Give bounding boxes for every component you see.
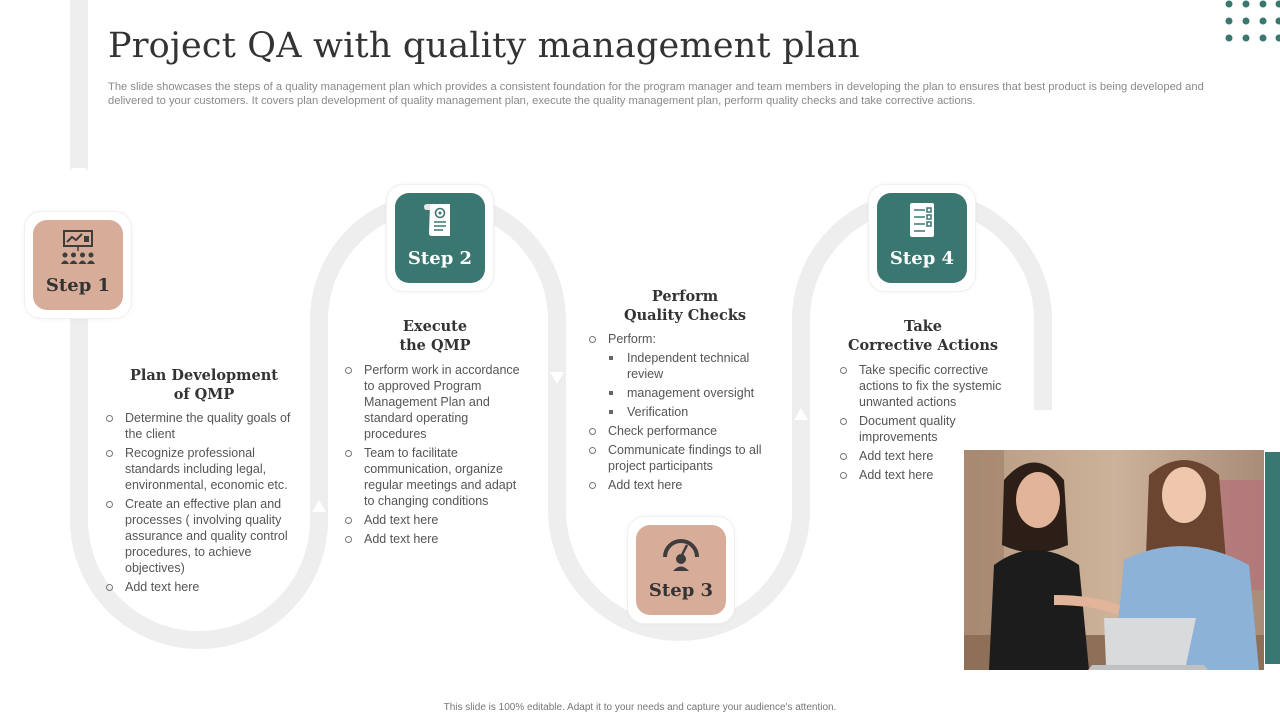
perform-label: Perform: <box>608 332 656 346</box>
list-item: Add text here <box>106 579 302 595</box>
step-3-list <box>589 331 779 496</box>
presentation-audience-icon <box>59 228 97 266</box>
list-item: Add text here <box>345 531 529 547</box>
list-item: Perform work in accordance to approved Program Management Plan and standard operating procedures <box>345 362 529 442</box>
step-2-tile <box>395 193 485 283</box>
step-4-heading-line1: Take <box>903 318 943 335</box>
step-4-tile <box>877 193 967 283</box>
performance-gauge-icon <box>662 533 700 571</box>
step-2-heading-line1: Execute <box>402 318 468 335</box>
perform-sub-list <box>608 350 779 420</box>
list-item: Communicate findings to all project participants <box>589 442 779 474</box>
sub-list-item: management oversight <box>608 385 779 401</box>
step-2-card <box>387 185 493 291</box>
step-4-label: Step 4 <box>889 248 955 269</box>
step-4-heading <box>842 317 1004 355</box>
step-3-heading-line1: Perform <box>651 288 719 305</box>
step-2-label: Step 2 <box>407 248 473 269</box>
accent-bar <box>1265 452 1280 664</box>
step-3-tile <box>636 525 726 615</box>
step-4-heading-line2: Corrective Actions <box>847 337 999 354</box>
sub-list-item: Verification <box>608 404 779 420</box>
step-1-heading-line2: of QMP <box>173 386 235 403</box>
step-1-heading-line1: Plan Development <box>130 367 278 384</box>
footer-note: This slide is 100% editable. Adapt it to your needs and capture your audience's attention. <box>443 702 837 713</box>
list-item: Add text here <box>840 467 1020 483</box>
list-item: Add text here <box>345 512 529 528</box>
list-item: Document quality improvements <box>840 413 1020 445</box>
step-3-heading <box>610 287 760 325</box>
list-item: Determine the quality goals of the client <box>106 410 302 442</box>
list-item: Recognize professional standards including legal, environmental, economic etc. <box>106 445 302 493</box>
list-item: Take specific corrective actions to fix the systemic unwanted actions <box>840 362 1020 410</box>
step-3-label: Step 3 <box>648 580 714 601</box>
list-item: Create an effective plan and processes ( involving quality assurance and quality control procedures, to achieve objectives) <box>106 496 302 576</box>
step-1-heading <box>118 366 290 404</box>
step-1-card <box>25 212 131 318</box>
step-3-card <box>628 517 734 623</box>
step-1-label: Step 1 <box>45 275 111 296</box>
list-item: Team to facilitate communication, organize regular meetings and adapt to changing conditions <box>345 445 529 509</box>
sub-list-item: Independent technical review <box>608 350 779 382</box>
two-women-laptop-photo <box>964 450 1264 670</box>
step-3-heading-line2: Quality Checks <box>623 307 747 324</box>
step-2-heading <box>360 317 510 355</box>
step-1-list <box>106 410 302 598</box>
list-item: Add text here <box>840 448 1020 464</box>
step-4-card <box>869 185 975 291</box>
list-item: Check performance <box>589 423 779 439</box>
dot-grid-decoration <box>1220 0 1280 54</box>
step-2-list <box>345 362 529 550</box>
page-subtitle: The slide showcases the steps of a quality management plan which provides a consistent foundation for the program manager and team members in developing the plan to ensures that best product is being developed and delivered to your customers. It covers plan development of quality management plan, execute the quality management plan, perform quality checks and take corrective actions. <box>108 81 1204 107</box>
step-1-tile <box>33 220 123 310</box>
list-item <box>589 331 779 420</box>
page-title: Project QA with quality management plan <box>108 26 860 66</box>
checklist-icon <box>903 201 941 239</box>
step-2-heading-line2: the QMP <box>399 337 471 354</box>
certificate-scroll-icon <box>421 201 459 239</box>
list-item: Add text here <box>589 477 779 493</box>
